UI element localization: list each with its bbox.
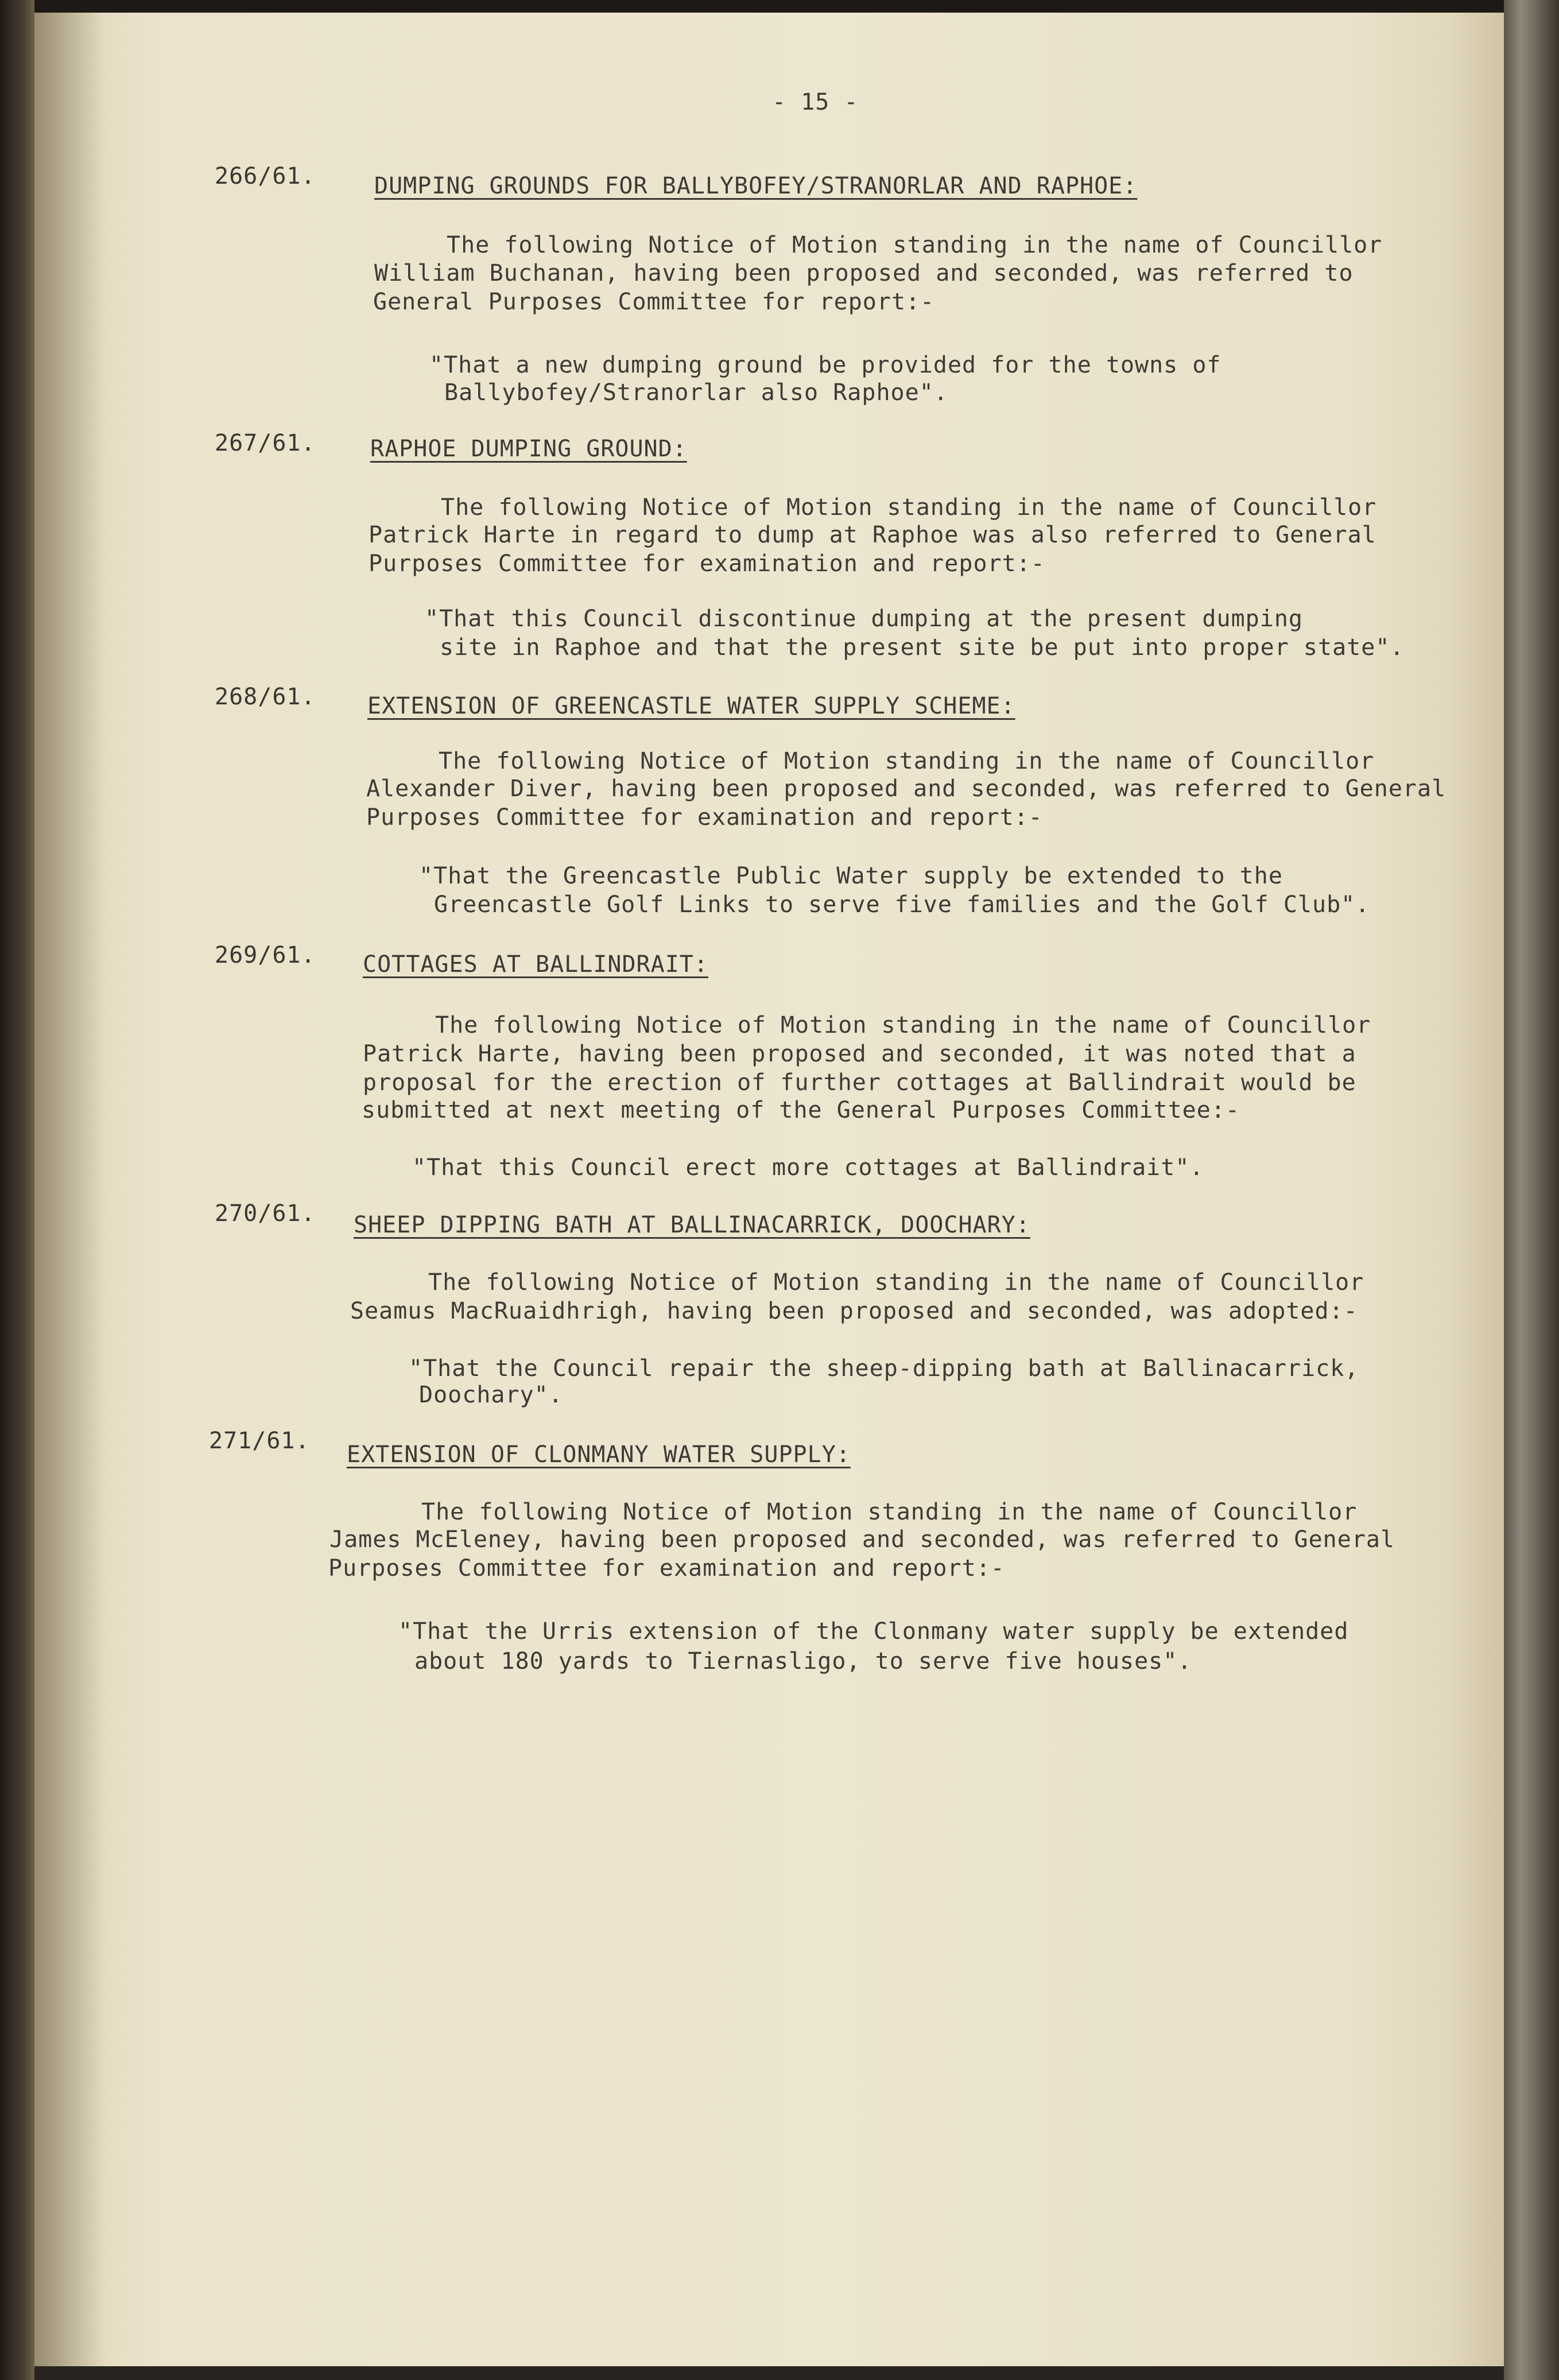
item-heading: EXTENSION OF CLONMANY WATER SUPPLY: <box>347 1441 851 1468</box>
page-edges <box>1504 0 1559 2380</box>
body-line: Patrick Harte in regard to dump at Raphoe was also referred to General <box>369 522 1376 548</box>
body-line: Purposes Committee for examination and report:- <box>366 804 1043 831</box>
gutter-shadow <box>34 13 103 2366</box>
quote-line: "That the Council repair the sheep-dipping bath at Ballinacarrick, <box>409 1355 1359 1382</box>
book-binding <box>0 0 34 2380</box>
item-heading: EXTENSION OF GREENCASTLE WATER SUPPLY SCHEME: <box>367 693 1015 719</box>
body-line: The following Notice of Motion standing in the name of Councillor <box>447 232 1383 258</box>
scan-border-top <box>0 0 1559 13</box>
body-line: General Purposes Committee for report:- <box>373 289 935 315</box>
body-line: Alexander Diver, having been proposed and seconded, was referred to General <box>366 776 1446 802</box>
body-line: proposal for the erection of further cottages at Ballindrait would be <box>363 1069 1356 1096</box>
body-line: The following Notice of Motion standing in the name of Councillor <box>435 1012 1371 1038</box>
body-line: Patrick Harte, having been proposed and seconded, it was noted that a <box>363 1041 1356 1067</box>
quote-line: "That a new dumping ground be provided for the towns of <box>429 352 1221 378</box>
quote-line: "That this Council erect more cottages at Ballindrait". <box>412 1154 1204 1181</box>
quote-line: "That the Greencastle Public Water supply be extended to the <box>419 863 1283 889</box>
quote-line: Greencastle Golf Links to serve five families and the Golf Club". <box>434 891 1370 918</box>
body-line: Purposes Committee for examination and report:- <box>328 1555 1005 1582</box>
item-heading: SHEEP DIPPING BATH AT BALLINACARRICK, DOOCHARY: <box>354 1212 1030 1238</box>
body-line: William Buchanan, having been proposed and seconded, was referred to <box>374 260 1354 286</box>
item-number: 266/61. <box>215 163 316 189</box>
quote-line: Ballybofey/Stranorlar also Raphoe". <box>444 379 948 406</box>
page-number: - 15 - <box>772 89 859 115</box>
body-line: The following Notice of Motion standing in the name of Councillor <box>439 748 1375 774</box>
body-line: Purposes Committee for examination and report:- <box>369 551 1045 577</box>
body-line: The following Notice of Motion standing in the name of Councillor <box>441 494 1377 521</box>
item-heading: COTTAGES AT BALLINDRAIT: <box>363 951 708 978</box>
item-number: 268/61. <box>215 684 316 710</box>
quote-line: site in Raphoe and that the present site be put into proper state". <box>440 634 1405 661</box>
body-line: James McEleney, having been proposed and seconded, was referred to General <box>329 1526 1395 1553</box>
item-number: 267/61. <box>215 430 316 456</box>
body-line: submitted at next meeting of the General Purposes Committee:- <box>362 1097 1240 1123</box>
quote-line: Doochary". <box>419 1382 563 1408</box>
item-heading: DUMPING GROUNDS FOR BALLYBOFEY/STRANORLAR AND RAPHOE: <box>374 173 1138 199</box>
body-line: The following Notice of Motion standing in the name of Councillor <box>421 1499 1358 1525</box>
item-heading: RAPHOE DUMPING GROUND: <box>370 436 687 462</box>
item-number: 271/61. <box>209 1428 310 1454</box>
quote-line: "That this Council discontinue dumping at the present dumping <box>425 606 1304 632</box>
quote-line: "That the Urris extension of the Clonmany water supply be extended <box>398 1618 1349 1645</box>
quote-line: about 180 yards to Tiernasligo, to serve five houses". <box>414 1648 1192 1674</box>
body-line: The following Notice of Motion standing in the name of Councillor <box>428 1269 1364 1296</box>
item-number: 270/61. <box>215 1200 316 1227</box>
body-line: Seamus MacRuaidhrigh, having been proposed and seconded, was adopted:- <box>350 1298 1358 1324</box>
item-number: 269/61. <box>215 942 316 968</box>
